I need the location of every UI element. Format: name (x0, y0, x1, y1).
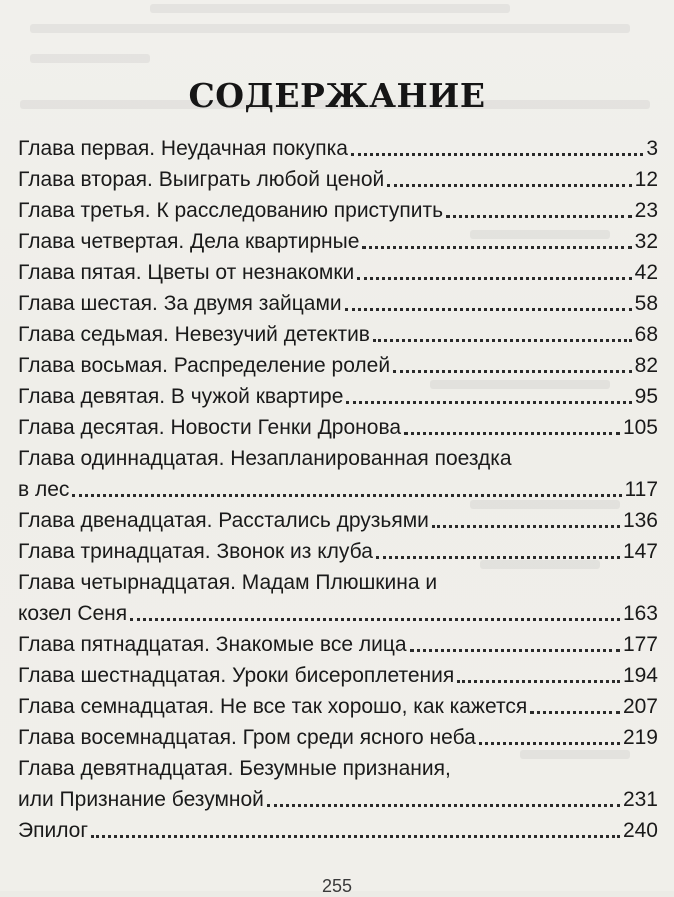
toc-entry (18, 133, 658, 164)
toc-leader-dots (376, 556, 620, 559)
toc-entry-title: Глава пятнадцатая. Знакомые все лица (18, 633, 407, 656)
toc-entry (18, 350, 658, 381)
toc-entry-title: Глава тринадцатая. Звонок из клуба (18, 540, 373, 563)
toc-leader-dots (362, 246, 631, 249)
toc-entry-page: 177 (622, 633, 658, 656)
toc-leader-dots (267, 804, 620, 807)
toc-entry-page: 240 (622, 819, 658, 842)
toc-entry-first-line (18, 753, 658, 784)
toc-leader-dots (393, 370, 632, 373)
toc-entry-title: Глава девятая. В чужой квартире (18, 385, 344, 408)
toc-leader-dots (446, 215, 632, 218)
toc-entry-title-continued: в лес (18, 478, 70, 501)
toc-entry-page: 105 (622, 416, 658, 439)
toc-leader-dots (373, 339, 632, 342)
toc-entry-title: Глава шестая. За двумя зайцами (18, 292, 342, 315)
toc-leader-dots (351, 153, 643, 156)
toc-entry-page: 68 (634, 323, 658, 346)
toc-entry-title: Эпилог (18, 819, 89, 842)
toc-entry-title: Глава третья. К расследованию приступить (18, 199, 444, 222)
toc-entry-title: Глава двенадцатая. Расстались друзьями (18, 509, 429, 532)
toc-entry-title: Глава десятая. Новости Генки Дронова (18, 416, 402, 439)
toc-entry-title: Глава шестнадцатая. Уроки бисероплетения (18, 664, 455, 687)
toc-entry-first-line (18, 443, 658, 474)
toc-leader-dots (387, 184, 631, 187)
toc-entry-page: 32 (634, 230, 658, 253)
toc-entry (18, 505, 658, 536)
toc-entry-page: 231 (622, 788, 658, 811)
toc-entry (18, 288, 658, 319)
toc-entry-page: 207 (622, 695, 658, 718)
toc-leader-dots (530, 711, 620, 714)
toc-entry-page: 12 (634, 168, 658, 191)
toc-entry (18, 598, 658, 629)
toc-entry-page: 42 (634, 261, 658, 284)
toc-leader-dots (357, 277, 631, 280)
toc-entry-title: Глава девятнадцатая. Безумные признания, (18, 757, 451, 780)
toc-leader-dots (457, 680, 620, 683)
toc-entry-title: Глава восемнадцатая. Гром среди ясного неба (18, 726, 476, 749)
toc-leader-dots (410, 649, 620, 652)
toc-entry-page: 219 (622, 726, 658, 749)
toc-entry-title-continued: козел Сеня (18, 602, 128, 625)
toc-leader-dots (345, 308, 632, 311)
toc-entry-title: Глава пятая. Цветы от незнакомки (18, 261, 355, 284)
toc-entry (18, 691, 658, 722)
page-title: СОДЕРЖАНИЕ (188, 76, 486, 115)
toc-entry (18, 784, 658, 815)
toc-entry-title: Глава седьмая. Невезучий детектив (18, 323, 370, 346)
toc-entry-title: Глава четвертая. Дела квартирные (18, 230, 360, 253)
toc-entry-page: 3 (646, 137, 658, 160)
toc-entry (18, 164, 658, 195)
toc-entry-page: 147 (622, 540, 658, 563)
toc-entry-page: 82 (634, 354, 658, 377)
toc-entry (18, 629, 658, 660)
toc-entry-title: Глава вторая. Выиграть любой ценой (18, 168, 385, 191)
toc-leader-dots (346, 401, 631, 404)
toc-entry-page: 58 (634, 292, 658, 315)
page-number: 255 (321, 876, 353, 896)
toc-entry-title: Глава семнадцатая. Не все так хорошо, как кажется (18, 695, 528, 718)
toc-leader-dots (432, 525, 620, 528)
toc-entry (18, 474, 658, 505)
toc-entry (18, 660, 658, 691)
toc-entry (18, 257, 658, 288)
toc-leader-dots (404, 432, 620, 435)
toc-entry (18, 536, 658, 567)
toc-entry-page: 95 (634, 385, 658, 408)
toc-entry-title: Глава восьмая. Распределение ролей (18, 354, 391, 377)
toc-entry (18, 226, 658, 257)
toc-leader-dots (91, 835, 620, 838)
toc-entry-title-continued: или Признание безумной (18, 788, 264, 811)
toc-entry (18, 195, 658, 226)
toc-entry-page: 23 (634, 199, 658, 222)
toc-entry (18, 815, 658, 846)
toc-entry-title: Глава первая. Неудачная покупка (18, 137, 348, 160)
toc-entry-first-line (18, 567, 658, 598)
toc-entry (18, 412, 658, 443)
toc-entry (18, 319, 658, 350)
toc-entry (18, 722, 658, 753)
toc-leader-dots (479, 742, 620, 745)
toc-entry (18, 381, 658, 412)
toc-entry-page: 136 (622, 509, 658, 532)
table-of-contents (18, 133, 658, 846)
toc-entry-title: Глава одиннадцатая. Незапланированная поездка (18, 447, 512, 470)
toc-leader-dots (130, 618, 620, 621)
toc-entry-page: 117 (624, 478, 658, 501)
toc-leader-dots (72, 494, 621, 497)
toc-entry-title: Глава четырнадцатая. Мадам Плюшкина и (18, 571, 438, 594)
toc-entry-page: 194 (622, 664, 658, 687)
toc-entry-page: 163 (622, 602, 658, 625)
